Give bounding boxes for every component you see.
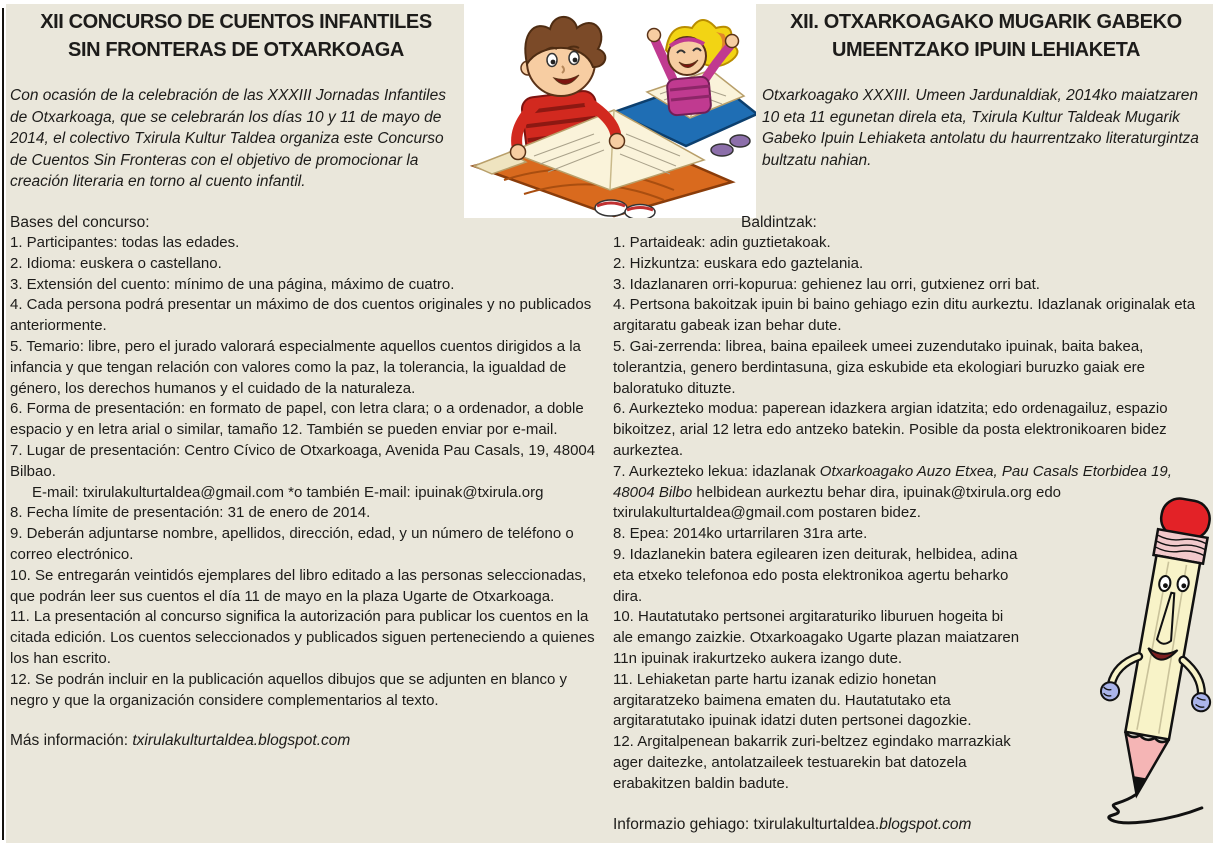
text-segment: helbidean aurkeztu behar dira, ipuinak@txirula.org edo txirulakulturtaldea@gmail.com postaren bidez. xyxy=(613,483,1062,522)
text-segment: 8. Fecha límite de presentación: 31 de enero de 2014. xyxy=(10,504,371,522)
rule-item xyxy=(613,233,1212,254)
more-info-es xyxy=(10,730,608,751)
rule-item xyxy=(10,295,608,337)
text-segment: 10. Se entregarán veintidós ejemplares del libro editado a las personas seleccionadas, que podrán leer sus cuentos el día 11 de mayo en la plaza Ugarte de Otxarkoaga. xyxy=(10,566,587,605)
text-segment: 2. Idioma: euskera o castellano. xyxy=(10,254,222,272)
girl-shoe xyxy=(711,144,733,156)
pencil-hand xyxy=(1191,692,1212,713)
title-es-line1: XII CONCURSO DE CUENTOS INFANTILES xyxy=(40,11,432,33)
flying-books-illustration xyxy=(464,4,756,218)
pencil-mascot-illustration xyxy=(1078,484,1214,826)
pencil-hand xyxy=(1100,681,1121,702)
rule-item xyxy=(10,441,608,483)
rule-item xyxy=(10,337,608,399)
text-segment: 3. Extensión del cuento: mínimo de una página, máximo de cuatro. xyxy=(10,275,455,293)
intro-es: Con ocasión de la celebración de las XXXIII Jornadas Infantiles de Otxarkoaga, que se celebrarán los días 10 y 11 de mayo de 2014, el colectivo Txirula Kultur Taldea organiza este Concurso de Cuentos Sin Fronteras con el objetivo de promocionar la creación literaria en torno al cuento infantil. xyxy=(10,87,446,190)
pencil-tip xyxy=(1115,732,1169,799)
rule-item xyxy=(10,566,608,608)
title-eu-line2: UMEENTZAKO IPUIN LEHIAKETA xyxy=(831,39,1141,61)
rules-heading-eu: Baldintzak: xyxy=(741,214,817,231)
text-segment: 4. Cada persona podrá presentar un máximo de dos cuentos originales y no publicados anteriormente. xyxy=(10,296,592,335)
rule-item xyxy=(10,275,608,296)
text-segment: Más información: xyxy=(10,732,133,750)
text-segment: 12. Se podrán incluir en la publicación aquellos dibujos que se adjunten en blanco y negro y que la organización considere complementarios al texto. xyxy=(10,670,568,709)
rule-item xyxy=(10,670,608,712)
title-eu-line1: XII. OTXARKOAGAKO MUGARIK GABEKO xyxy=(790,11,1182,33)
basque-header-section xyxy=(762,6,1210,171)
text-segment: 11. La presentación al concurso significa la autorización para publicar los cuentos en la citada edición. Los cuentos seleccionados y publicados siguen perteneciendo a quienes los han escrito. xyxy=(10,608,595,667)
text-segment: 1. Partaideak: adin guztietakoak. xyxy=(613,234,831,251)
text-segment: Informazio gehiago: txirulakulturtaldea. xyxy=(613,815,880,833)
rules-column-es xyxy=(10,212,608,751)
text-segment-italic: Otxarkoagako Auzo Etxea, Pau Casals Etorbidea 19, 48004 Bilbo xyxy=(613,462,1172,501)
rule-item xyxy=(613,399,1212,461)
rule-item xyxy=(10,503,608,524)
rules-list-es xyxy=(10,233,608,711)
rule-item xyxy=(10,483,608,504)
text-segment: 4. Pertsona bakoitzak ipuin bi baino gehiago ezin ditu aurkeztu. Idazlanak originalak eta argitaratu gabeak izan behar dute. xyxy=(613,296,1196,335)
text-segment: 3. Idazlanaren orri-kopurua: gehienez lau orri, gutxienez orri bat. xyxy=(613,275,1040,293)
girl-shoe xyxy=(730,135,750,147)
text-segment: 11. Lehiaketan parte hartu izanak edizio honetan argitaratzeko baimena ematen du. Hautatutako eta argitaratutako ipuinak idatzi duten pertsonei dagozkie. xyxy=(613,670,972,730)
rule-item xyxy=(613,607,1020,669)
text-segment: 6. Aurkezteko modua: paperean idazkera argian idatzita; edo ordenagailuz, espazio bikoitzez, arial 12 letra edo antzeko batekin. Posible da posta elektronikoaren bidez aurkeztea. xyxy=(613,400,1168,459)
text-segment: 2. Hizkuntza: euskara edo gaztelania. xyxy=(613,254,864,272)
title-es-line2: SIN FRONTERAS DE OTXARKOAGA xyxy=(68,39,404,61)
rule-item xyxy=(613,732,1020,794)
text-segment: 5. Temario: libre, pero el jurado valorará especialmente aquellos cuentos dirigidos a la infancia y que tengan relación con valores como la paz, la tolerancia, la igualdad de género, los derechos humanos y el cuidado de la naturaleza. xyxy=(10,337,581,397)
pencil-squiggle-line xyxy=(1109,795,1202,823)
rule-item xyxy=(613,275,1212,296)
page-title-es xyxy=(10,8,462,64)
text-segment: 9. Deberán adjuntarse nombre, apellidos, dirección, edad, y un número de teléfono o correo electrónico. xyxy=(10,525,574,563)
text-segment: E-mail: txirulakulturtaldea@gmail.com *o también E-mail: ipuinak@txirula.org xyxy=(32,483,544,501)
text-segment: 5. Gai-zerrenda: librea, baina epaileek umeei zuzendutako ipuinak, baita bakea, tolerantzia, genero berdintasuna, giza eskubide eta ekologiari buruzko gaiak ere baloratuko dituzte. xyxy=(613,337,1146,397)
text-segment: 12. Argitalpenean bakarrik zuri-beltzez egindako marrazkiak ager daitezke, antolatzaileek testuarekin bat datozela erabakitzen baldin badute. xyxy=(613,733,1011,792)
text-segment: 10. Hautatutako pertsonei argitaraturiko liburuen hogeita bi ale emango zaizkie. Otxarkoagako Ugarte plazan maiatzaren 11n ipuinak irakurtzeko aukera izango dute. xyxy=(613,608,1020,667)
text-segment-italic: blogspot.com xyxy=(879,815,972,833)
text-segment: 1. Participantes: todas las edades. xyxy=(10,234,240,251)
rule-item xyxy=(613,337,1212,399)
intro-eu: Otxarkoagako XXXIII. Umeen Jardunaldiak, 2014ko maiatzaren 10 eta 11 egunetan direla eta, Txirula Kultur Taldeak Mugarik Gabeko Ipuin Lehiaketa antolatu du haurrentzako literaturgintza bultzatu nahian. xyxy=(762,87,1199,169)
rule-item xyxy=(10,607,608,669)
rule-item xyxy=(613,670,1020,732)
rules-heading-es: Bases del concurso: xyxy=(10,214,150,231)
text-segment: 9. Idazlanekin batera egilearen izen deiturak, helbidea, adina eta etxeko telefonoa edo posta elektronikoa agertu beharko dira. xyxy=(613,545,1018,605)
text-segment: 7. Aurkezteko lekua: idazlanak xyxy=(613,462,820,480)
rule-item xyxy=(10,254,608,275)
text-segment: 7. Lugar de presentación: Centro Cívico de Otxarkoaga, Avenida Pau Casals, 19, 48004 Bilbao. xyxy=(10,441,596,480)
scan-border-artifact xyxy=(2,8,4,840)
rule-item xyxy=(10,399,608,441)
rule-item xyxy=(613,295,1212,337)
rule-item xyxy=(613,545,1020,607)
text-segment: 8. Epea: 2014ko urtarrilaren 31ra arte. xyxy=(613,525,868,543)
rule-item xyxy=(613,254,1212,275)
text-segment-italic: txirulakulturtaldea.blogspot.com xyxy=(132,732,351,750)
page-title-eu xyxy=(762,8,1210,64)
text-segment: 6. Forma de presentación: en formato de papel, con letra clara; o a ordenador, a doble espacio y en letra arial o similar, tamaño 12. También se pueden enviar por e-mail. xyxy=(10,400,584,439)
spanish-header-section xyxy=(10,6,462,193)
rule-item xyxy=(10,233,608,254)
rule-item xyxy=(10,524,608,566)
